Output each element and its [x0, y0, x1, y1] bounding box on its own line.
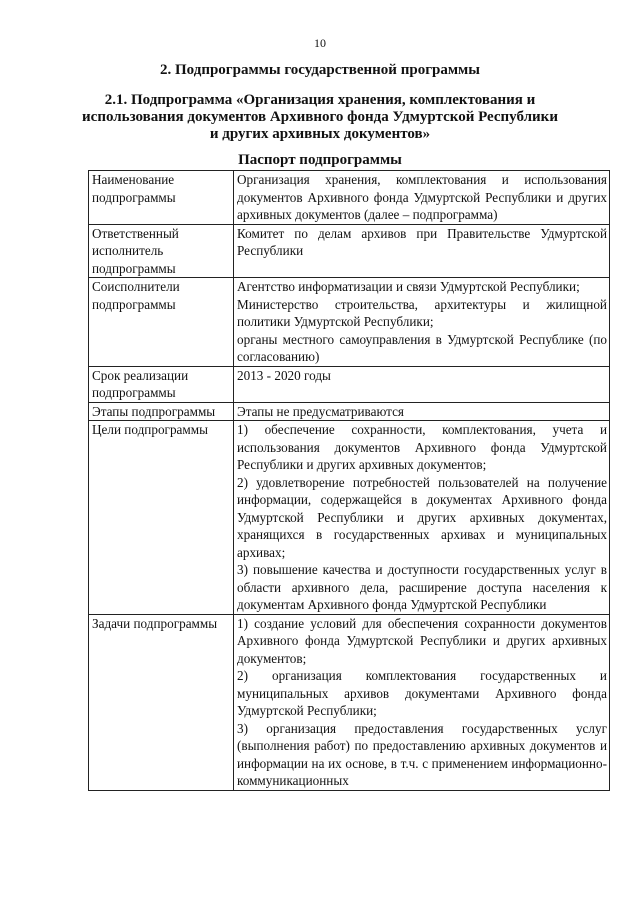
subsection-title: 2.1. Подпрограмма «Организация хранения, комплектования и использования документов Архивного фонда Удмуртской Республики и других архивных документов» [82, 92, 558, 142]
table-row [89, 224, 610, 278]
row-label: Срок реализации подпрограммы [89, 366, 234, 402]
row-label: Цели подпрограммы [89, 421, 234, 615]
value-paragraph: Комитет по делам архивов при Правительстве Удмуртской Республики [237, 225, 607, 258]
row-value [234, 402, 610, 421]
value-paragraph: 1) создание условий для обеспечения сохранности документов Архивного фонда Удмуртской Республики и других архивных документов; [237, 615, 607, 666]
value-paragraph: Этапы не предусматриваются [237, 403, 404, 419]
row-label: Наименование подпрограммы [89, 171, 234, 225]
table-row [89, 171, 610, 225]
table-row [89, 278, 610, 367]
row-label: Соисполнители подпрограммы [89, 278, 234, 367]
value-paragraph: 3) повышение качества и доступности государственных услуг в области архивного дела, расширение доступа населения к документам Архивного фонда Удмуртской Республики [237, 562, 607, 612]
page-number: 10 [314, 36, 326, 50]
row-label: Этапы подпрограммы [89, 402, 234, 421]
passport-title: Паспорт подпрограммы [238, 152, 402, 168]
table-row [89, 421, 610, 615]
value-paragraph: 1) обеспечение сохранности, комплектования, учета и использования документов Архивного фонда Удмуртской Республики и других архивных документов; [237, 422, 607, 472]
section-title: 2. Подпрограммы государственной программы [160, 62, 480, 78]
value-paragraph: Министерство строительства, архитектуры и жилищной политики Удмуртской Республики; [237, 296, 607, 329]
row-value [234, 614, 610, 790]
row-value [234, 421, 610, 615]
table-row [89, 402, 610, 421]
passport-table [88, 170, 610, 791]
row-value [234, 171, 610, 225]
table-row [89, 614, 610, 790]
row-value [234, 224, 610, 278]
value-paragraph: органы местного самоуправления в Удмуртской Республике (по согласованию) [237, 331, 607, 364]
value-paragraph: Организация хранения, комплектования и использования документов Архивного фонда Удмуртской Республики и других архивных документов (далее – подпрограмма) [237, 172, 607, 222]
row-value [234, 366, 610, 402]
value-paragraph: 2) удовлетворение потребностей пользователей на получение информации, содержащейся в документах Архивного фонда Удмуртской Республики и других архивных документах, хранящихся в государственных архивах и муниципальных архивах; [237, 474, 607, 560]
value-paragraph: 2013 - 2020 годы [237, 367, 331, 383]
table-row [89, 366, 610, 402]
row-value [234, 278, 610, 367]
value-paragraph: 3) организация предоставления государственных услуг (выполнения работ) по предоставлению архивных документов и информации на их основе, в т.ч. с применением информационно-коммуникационных [237, 720, 607, 788]
value-paragraph: Агентство информатизации и связи Удмуртской Республики; [237, 279, 580, 294]
value-paragraph: 2) организация комплектования государственных и муниципальных архивов документами Архивного фонда Удмуртской Республики; [237, 668, 607, 718]
row-label: Задачи подпрограммы [89, 614, 234, 790]
row-label: Ответственный исполнитель подпрограммы [89, 224, 234, 278]
